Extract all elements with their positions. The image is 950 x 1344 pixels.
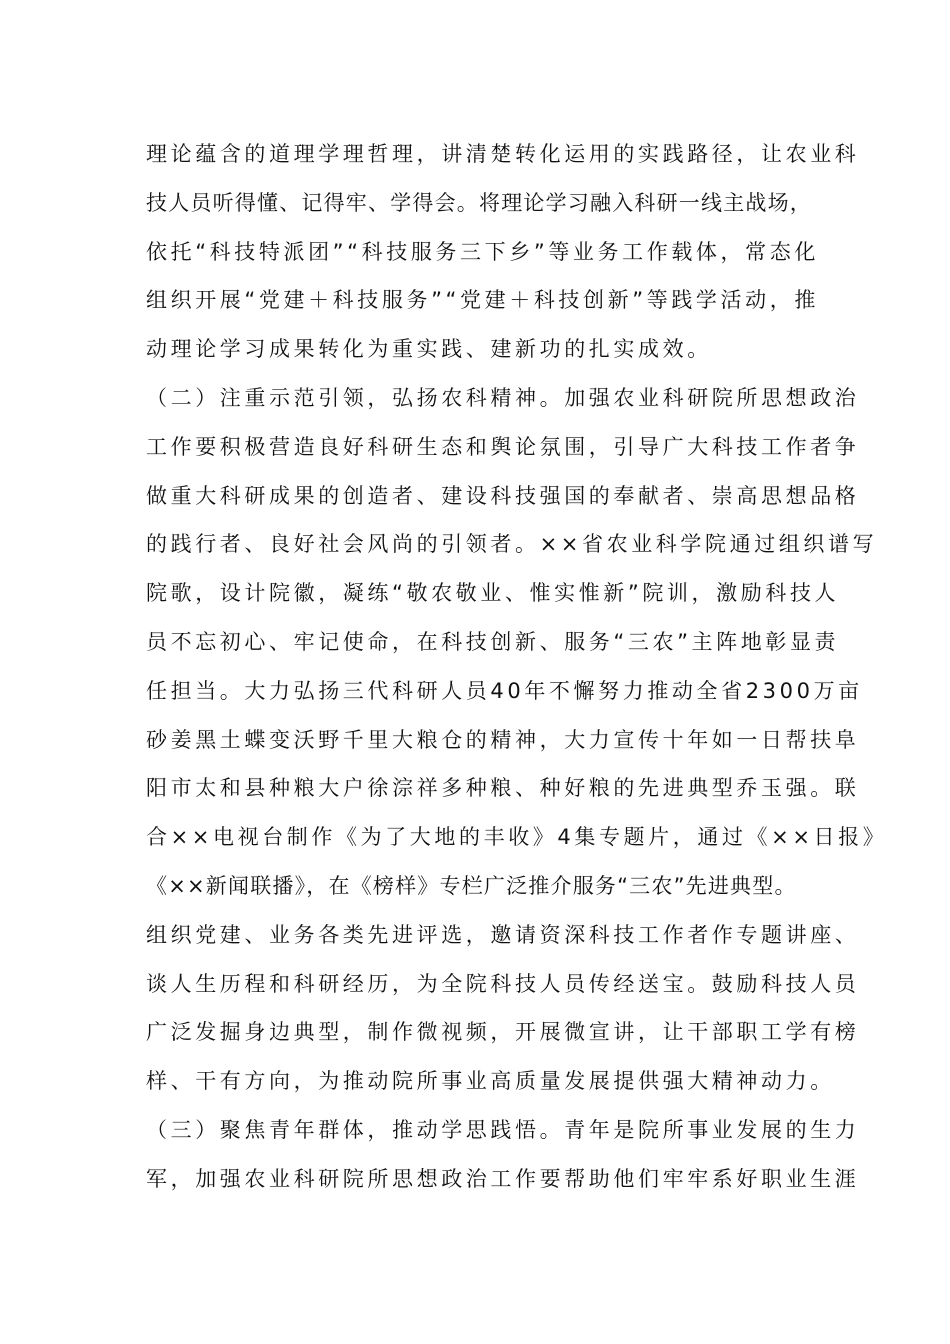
text-line: 合××电视台制作《为了大地的丰收》4集专题片，通过《××日报》: [146, 825, 888, 850]
text-line: 军，加强农业科研院所思想政治工作要帮助他们牢牢系好职业生涯: [146, 1166, 860, 1191]
text-line: （二）注重示范引领，弘扬农科精神。加强农业科研院所思想政治: [146, 385, 860, 410]
text-line: 广泛发掘身边典型，制作微视频，开展微宣讲，让干部职工学有榜: [146, 1020, 860, 1045]
text-line: 阳市太和县种粮大户徐淙祥多种粮、种好粮的先进典型乔玉强。联: [146, 776, 860, 801]
body-text: [146, 130, 888, 1204]
text-line: 工作要积极营造良好科研生态和舆论氛围，引导广大科技工作者争: [146, 434, 860, 459]
text-line: 动理论学习成果转化为重实践、建新功的扎实成效。: [146, 337, 712, 362]
text-line: 员不忘初心、牢记使命，在科技创新、服务“三农”主阵地彰显责: [146, 629, 840, 654]
text-line: 理论蕴含的道理学理哲理，讲清楚转化运用的实践路径，让农业科: [146, 142, 860, 166]
text-line: 院歌，设计院徽，凝练“敬农敬业、惟实惟新”院训，激励科技人: [146, 581, 840, 606]
text-line: 组织党建、业务各类先进评选，邀请资深科技工作者作专题讲座、: [146, 922, 860, 947]
text-line: 谈人生历程和科研经历，为全院科技人员传经送宝。鼓励科技人员: [146, 971, 860, 996]
text-line: 的践行者、良好社会风尚的引领者。××省农业科学院通过组织谱写: [146, 532, 878, 557]
text-line: 依托“科技特派团”“科技服务三下乡”等业务工作载体，常态化: [146, 239, 819, 264]
text-line: 做重大科研成果的创造者、建设科技强国的奉献者、崇高思想品格: [146, 483, 860, 508]
text-line: 组织开展“党建＋科技服务”“党建＋科技创新”等践学活动，推: [146, 288, 819, 313]
text-line: 技人员听得懂、记得牢、学得会。将理论学习融入科研一线主战场，: [146, 190, 812, 215]
text-line: 砂姜黑土蝶变沃野千里大粮仓的精神，大力宣传十年如一日帮扶阜: [146, 727, 860, 752]
text-line: 任担当。大力弘扬三代科研人员40年不懈努力推动全省2300万亩: [146, 678, 863, 703]
text-line: （三）聚焦青年群体，推动学思践悟。青年是院所事业发展的生力: [146, 1117, 860, 1142]
text-line: 《××新闻联播》，在《榜样》专栏广泛推介服务“三农”先进典型。: [146, 873, 797, 898]
text-line: 样、干有方向，为推动院所事业高质量发展提供强大精神动力。: [146, 1069, 835, 1094]
